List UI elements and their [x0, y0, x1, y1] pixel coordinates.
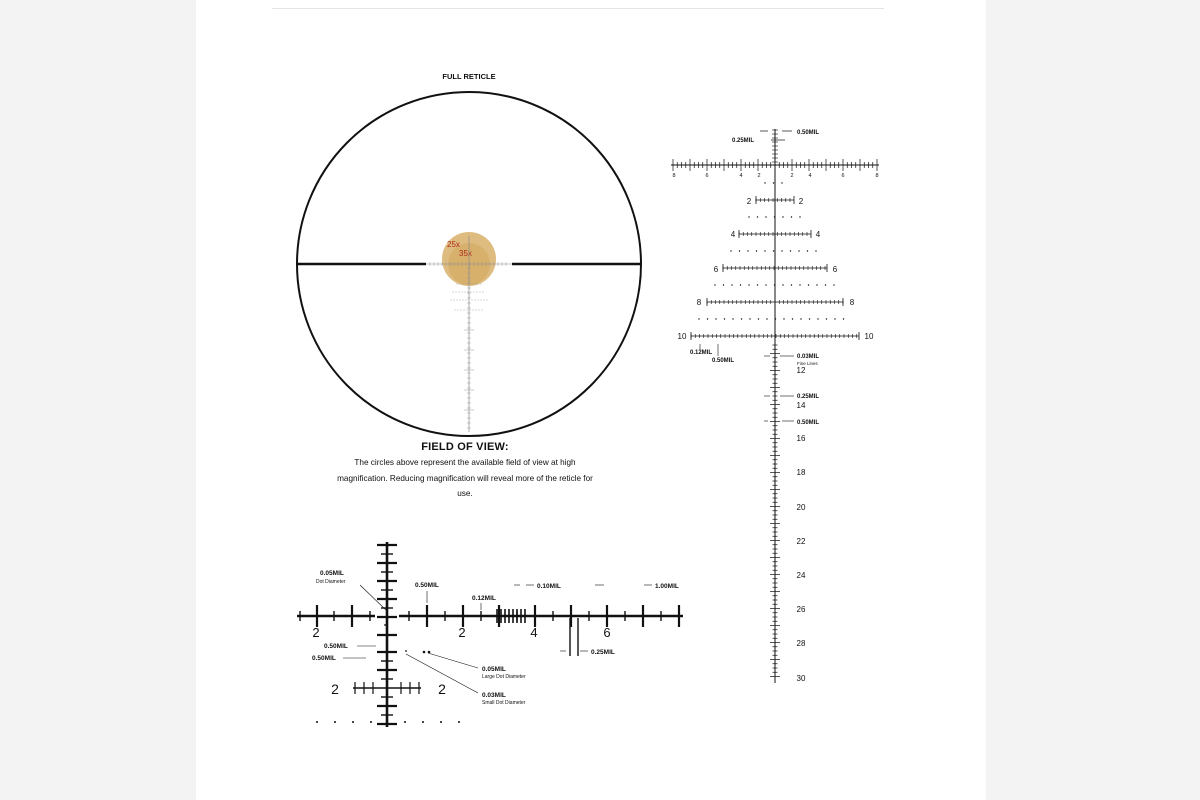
tree-row-dot	[723, 284, 724, 285]
h-number-l2: 2	[757, 173, 761, 179]
v-number-22: 22	[796, 537, 806, 546]
tree-row-dot	[800, 318, 801, 319]
tree-row-dot	[774, 216, 775, 217]
tree-row-8-right: 8	[849, 298, 855, 307]
mini-tree-dot	[455, 310, 456, 311]
mini-tree-dot	[457, 300, 458, 301]
v-number-16: 16	[796, 434, 806, 443]
mini-tree-dot	[464, 310, 465, 311]
tree-row-dot	[758, 318, 759, 319]
v-number-30: 30	[796, 674, 806, 683]
detail-bottom-dot	[334, 721, 336, 723]
tree-row-dot	[756, 250, 757, 251]
tree-row-dot	[833, 284, 834, 285]
h-number-r2: 2	[790, 173, 794, 179]
mini-tree-dot	[484, 300, 485, 301]
v-number-12: 12	[796, 366, 806, 375]
tree-row-dot	[748, 216, 749, 217]
tree-row-2-right: 2	[798, 197, 804, 206]
tree-row-dot	[773, 250, 774, 251]
mini-tree-dot	[460, 300, 461, 301]
detail-number-left-2: 2	[312, 625, 320, 640]
mini-tree-dot	[475, 300, 476, 301]
tree-row-dot	[707, 318, 708, 319]
mini-tree-dot	[466, 300, 467, 301]
mini-tree-dot	[482, 310, 483, 311]
h-number-r4: 4	[808, 173, 812, 179]
mini-tree-dot	[476, 310, 477, 311]
tree-row-dot	[807, 250, 808, 251]
detail-bottom-dot	[370, 721, 372, 723]
label-050-top: 0.50MIL	[797, 130, 820, 136]
label-100mil: 1.00MIL	[655, 583, 679, 590]
leader-line	[360, 585, 386, 610]
tree-row-dot	[792, 318, 793, 319]
mini-tree-dot	[472, 300, 473, 301]
mini-tree-dot	[473, 310, 474, 311]
tree-row-dot	[748, 284, 749, 285]
mini-tree-dot	[475, 284, 476, 285]
detail-number-right-2: 2	[458, 625, 466, 640]
label-010mil: 0.10MIL	[537, 583, 561, 590]
label-012-lower: 0.12MIL	[690, 350, 713, 356]
h-number-l6: 6	[705, 173, 709, 179]
tree-row-dot	[730, 250, 731, 251]
tree-row-dot	[731, 284, 732, 285]
small-dot-label: 0.03MIL	[482, 692, 506, 699]
mini-tree-dot	[456, 292, 457, 293]
tree-row-dot	[843, 318, 844, 319]
detail-number-4: 4	[530, 625, 538, 640]
tree-row-dot	[774, 284, 775, 285]
fov-description: The circles above represent the available field of view at high magnification. Reducing magnification will reveal more of the reticle for use.	[337, 458, 593, 498]
tree-row-dot	[834, 318, 835, 319]
detail-center-dot	[384, 624, 386, 626]
mini-tree-dot	[454, 300, 455, 301]
tree-row-dot	[782, 216, 783, 217]
tree-row-dot	[781, 250, 782, 251]
mini-tree-dot	[469, 284, 470, 285]
tree-row-dot	[757, 284, 758, 285]
mini-tree-dot	[460, 284, 461, 285]
tree-row-dot	[773, 182, 774, 183]
tree-row-dot	[775, 318, 776, 319]
tree-row-dot	[741, 318, 742, 319]
tree-row-dot	[781, 182, 782, 183]
mini-tree-dot	[480, 292, 481, 293]
detail-large-dot	[423, 651, 426, 654]
mini-tree-dot	[472, 284, 473, 285]
full-reticle-title: FULL RETICLE	[442, 72, 496, 81]
mini-tree-dot	[483, 292, 484, 293]
label-050-lower: 0.50MIL	[712, 358, 735, 364]
mini-tree-dot	[463, 284, 464, 285]
tree-row-dot	[817, 318, 818, 319]
tree-row-dot	[808, 284, 809, 285]
detail-bottom-dot	[352, 721, 354, 723]
tree-row-dot	[791, 216, 792, 217]
tree-row-dot	[747, 250, 748, 251]
v-number-18: 18	[796, 468, 806, 477]
magnification-label-35x: 35x	[459, 249, 472, 258]
tree-row-10-left: 10	[677, 332, 687, 341]
mini-tree-dot	[458, 310, 459, 311]
large-dot-sub: Large Dot Diameter	[482, 674, 526, 680]
mini-tree-dot	[466, 284, 467, 285]
tree-row-dot	[714, 284, 715, 285]
tree-row-4-left: 4	[730, 230, 736, 239]
mini-tree-dot	[462, 292, 463, 293]
mini-tree-dot	[470, 310, 471, 311]
mini-tree-dot	[481, 284, 482, 285]
tree-row-6-left: 6	[713, 265, 719, 274]
dot-diameter-label: 0.05MIL	[320, 570, 344, 577]
mini-tree-dot	[461, 310, 462, 311]
v-number-28: 28	[796, 639, 806, 648]
tree-reticle	[671, 129, 879, 683]
large-dot-label: 0.05MIL	[482, 666, 506, 673]
leader-line	[428, 653, 478, 668]
tree-row-dot	[799, 216, 800, 217]
tree-row-6-right: 6	[832, 265, 838, 274]
tree-row-dot	[809, 318, 810, 319]
dot-diameter-sub: Dot Diameter	[316, 579, 346, 585]
h-number-l4: 4	[739, 173, 743, 179]
tree-row-dot	[765, 216, 766, 217]
fine-lines-sub: Fine Lines	[797, 361, 818, 366]
stadia-label-050: 0.50MIL	[797, 420, 820, 426]
fine-lines-label: 0.03MIL	[797, 354, 820, 360]
mini-tree-dot	[459, 292, 460, 293]
detail-bottom-dot	[422, 721, 424, 723]
label-012mil: 0.12MIL	[472, 595, 496, 602]
mini-tree-dot	[457, 284, 458, 285]
mini-tree-dot	[451, 300, 452, 301]
tree-row-dot	[815, 250, 816, 251]
mini-tree-dot	[478, 300, 479, 301]
label-050mil-c: 0.50MIL	[312, 655, 336, 662]
tree-row-dot	[765, 284, 766, 285]
label-050mil: 0.50MIL	[415, 582, 439, 589]
tree-row-dot	[764, 250, 765, 251]
tree-row-dot	[732, 318, 733, 319]
reticle-detail-view	[297, 542, 683, 727]
magnification-label-25x: 25x	[447, 240, 460, 249]
tree-row-dot	[757, 216, 758, 217]
mini-tree-dot	[453, 292, 454, 293]
detail-small-dot	[405, 650, 407, 652]
tree-row-dot	[715, 318, 716, 319]
v-number-26: 26	[796, 605, 806, 614]
tree-row-dot	[816, 284, 817, 285]
h-number-l8: 8	[672, 173, 676, 179]
tree-row-dot	[698, 318, 699, 319]
detail-bottom-dot	[316, 721, 318, 723]
tree-row-2-left: 2	[746, 197, 752, 206]
tree-row-dot	[826, 318, 827, 319]
mini-tree-dot	[474, 292, 475, 293]
tree-row-dot	[749, 318, 750, 319]
v-number-24: 24	[796, 571, 806, 580]
label-025mil: 0.25MIL	[591, 649, 615, 656]
mini-reticle-ticks	[430, 262, 506, 428]
mini-tree-dot	[465, 292, 466, 293]
label-050mil-b: 0.50MIL	[324, 643, 348, 650]
tree-row-dot	[825, 284, 826, 285]
tree-row-4-right: 4	[815, 230, 821, 239]
tree-row-dot	[740, 284, 741, 285]
tree-row-8-left: 8	[696, 298, 702, 307]
tree-row-dot	[782, 284, 783, 285]
v-number-20: 20	[796, 503, 806, 512]
h-number-r8: 8	[875, 173, 879, 179]
mini-tree-dot	[467, 310, 468, 311]
mini-tree-dot	[479, 310, 480, 311]
tree-row-dot	[764, 182, 765, 183]
tree-row-dot	[799, 284, 800, 285]
fov-title: FIELD OF VIEW:	[421, 441, 509, 453]
tree-row-dot	[798, 250, 799, 251]
small-dot-sub: Small Dot Diameter	[482, 700, 526, 706]
tree-row-dot	[790, 250, 791, 251]
mini-tree-dot	[477, 292, 478, 293]
stadia-label-025: 0.25MIL	[797, 394, 820, 400]
mini-tree-dot	[471, 292, 472, 293]
mini-tree-dot	[468, 292, 469, 293]
detail-tree-number-right: 2	[438, 681, 446, 697]
tree-row-dot	[724, 318, 725, 319]
tree-row-dot	[739, 250, 740, 251]
mini-tree-dot	[469, 300, 470, 301]
tree-row-10-right: 10	[864, 332, 874, 341]
v-number-14: 14	[796, 401, 806, 410]
detail-number-6: 6	[603, 625, 611, 640]
tree-row-dot	[791, 284, 792, 285]
mini-tree-dot	[463, 300, 464, 301]
detail-tree-number-left: 2	[331, 681, 339, 697]
h-number-r6: 6	[841, 173, 845, 179]
mini-tree-dot	[481, 300, 482, 301]
detail-bottom-dot	[458, 721, 460, 723]
mini-tree-dot	[487, 300, 488, 301]
label-025-top: 0.25MIL	[732, 138, 755, 144]
mini-tree-dot	[478, 284, 479, 285]
tree-row-dot	[766, 318, 767, 319]
detail-bottom-dot	[404, 721, 406, 723]
tree-row-dot	[783, 318, 784, 319]
detail-bottom-dot	[440, 721, 442, 723]
